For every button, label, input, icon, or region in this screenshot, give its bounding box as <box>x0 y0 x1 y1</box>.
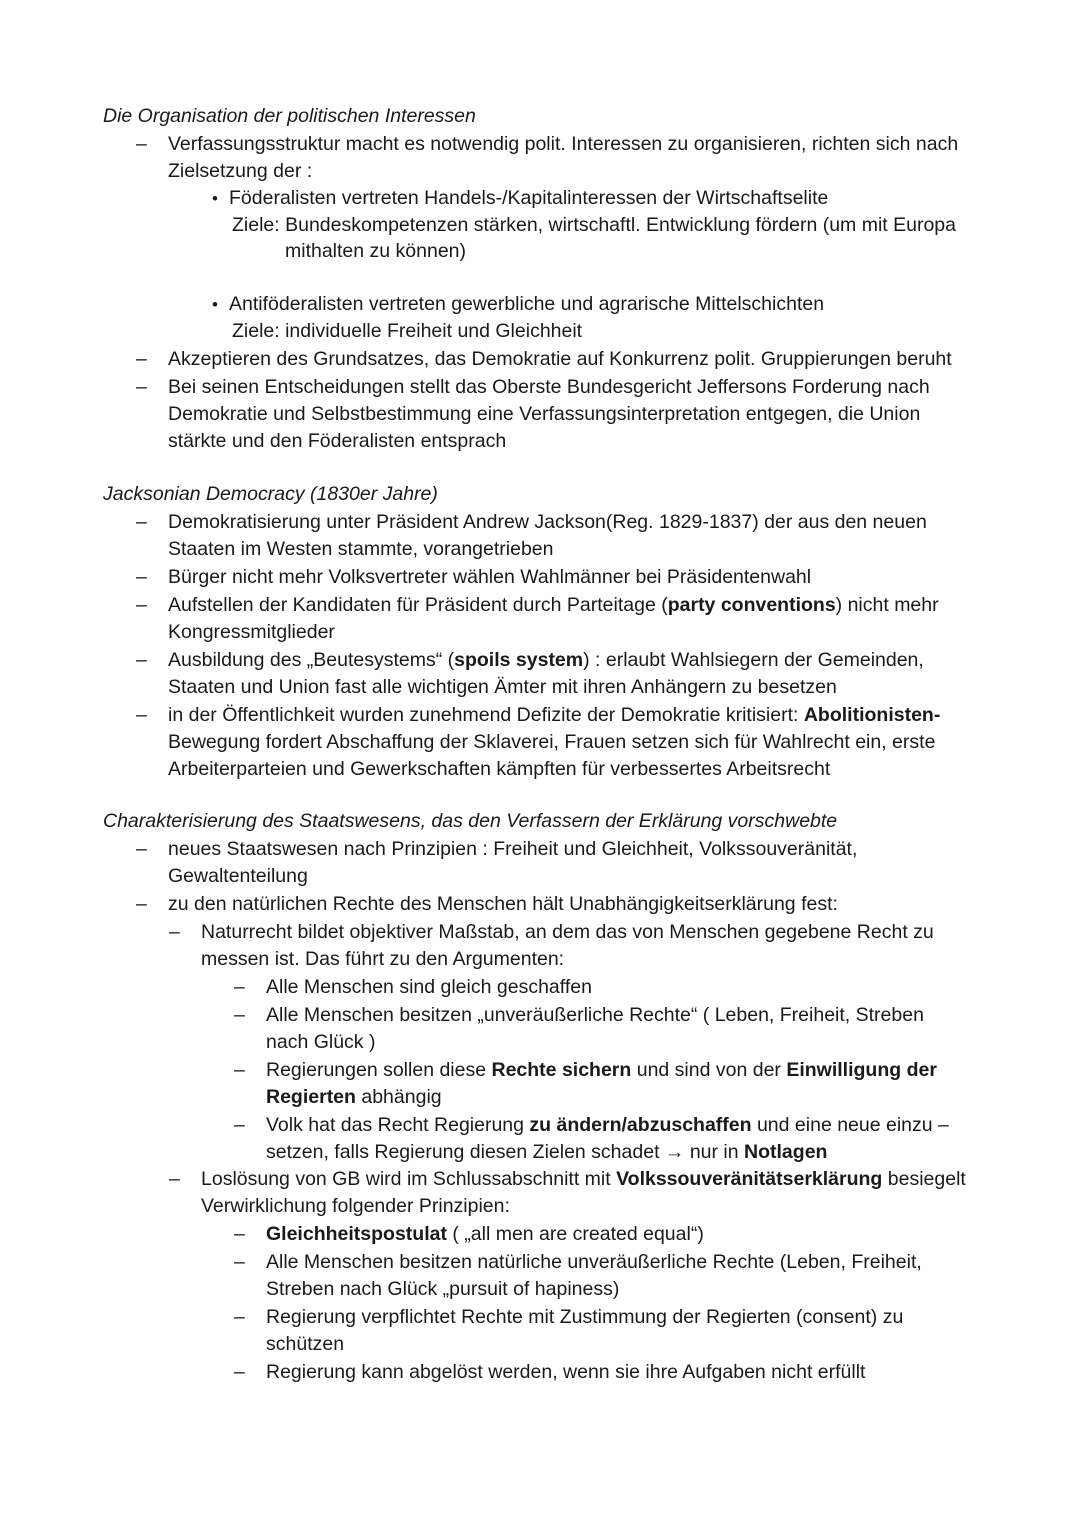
dash-icon: – <box>169 1168 180 1190</box>
dash-icon: – <box>234 1114 245 1136</box>
dash-icon: – <box>234 1251 245 1273</box>
text-fragment: Föderalisten vertreten Handels-/Kapitalinteressen der Wirtschaftselite <box>229 187 829 209</box>
list-item <box>136 346 998 373</box>
dash-icon: – <box>169 921 180 943</box>
list-item <box>136 564 968 591</box>
list-item-text <box>266 1359 966 1386</box>
text-fragment: Demokratisierung unter Präsident Andrew Jackson(Reg. 1829-1837) der aus den neuen Staaten im Westen stammte, vorangetrieben <box>168 511 927 560</box>
list-item-text <box>168 891 968 918</box>
text-fragment: Naturrecht bildet objektiver Maßstab, an dem das von Menschen gegebene Recht zu messen ist. Das führt zu den Argumenten: <box>201 921 934 970</box>
list-item-text <box>266 1057 956 1111</box>
list-item-text <box>229 185 989 212</box>
text-fragment: besiegelt Verwirklichung folgender Prinzipien: <box>201 1168 966 1217</box>
dash-icon: – <box>234 1306 245 1328</box>
text-fragment: ) nicht mehr Kongressmitglieder <box>168 594 939 643</box>
text-fragment: Alle Menschen sind gleich geschaffen <box>266 976 592 998</box>
list-item <box>234 1221 966 1248</box>
list-item <box>234 1304 946 1358</box>
list-item-text <box>232 318 992 345</box>
dash-icon: – <box>234 1004 245 1026</box>
list-item <box>212 291 989 318</box>
text-fragment: Bürger nicht mehr Volksvertreter wählen Wahlmänner bei Präsidentenwahl <box>168 566 812 588</box>
list-item <box>136 836 898 890</box>
list-item <box>136 374 968 455</box>
list-item-text <box>168 509 968 563</box>
list-item-text <box>168 346 998 373</box>
text-fragment: Loslösung von GB wird im Schlussabschnitt mit <box>201 1168 617 1190</box>
list-item <box>136 891 968 918</box>
list-item-text <box>266 1112 966 1166</box>
list-item-text <box>168 564 968 591</box>
dash-icon: – <box>234 976 245 998</box>
list-item-text <box>168 702 978 783</box>
bold-text: Rechte sichern <box>491 1059 632 1081</box>
dash-icon: – <box>136 133 147 155</box>
list-item-text <box>201 919 971 973</box>
list-item <box>232 318 992 345</box>
list-item <box>136 131 988 185</box>
bold-text: Notlagen <box>744 1141 828 1163</box>
text-fragment: Bei seinen Entscheidungen stellt das Oberste Bundesgericht Jeffersons Forderung nach Demokratie und Selbstbestimmung eine Verfassungsinterpretation entgegen, die Union stärkte und den Föderalisten entsprach <box>168 376 930 452</box>
text-fragment: neues Staatswesen nach Prinzipien : Freiheit und Gleichheit, Volkssouveränität, Gewaltenteilung <box>168 838 858 887</box>
dash-icon: – <box>136 376 147 398</box>
text-fragment: Ziele: Bundeskompetenzen stärken, wirtschaftl. Entwicklung fördern (um mit Europa <box>232 214 956 236</box>
bold-text: zu ändern/abzuschaffen <box>529 1114 752 1136</box>
bullet-icon: • <box>212 189 218 208</box>
dash-icon: – <box>234 1223 245 1245</box>
list-item-text <box>285 238 985 265</box>
list-item <box>234 1002 956 1056</box>
dash-icon: – <box>234 1059 245 1081</box>
text-fragment: Alle Menschen besitzen natürliche unveräußerliche Rechte (Leben, Freiheit, Streben nach Glück „pursuit of hapiness) <box>266 1251 922 1300</box>
bold-text: Volkssouveränitätserklärung <box>616 1168 883 1190</box>
dash-icon: – <box>136 594 147 616</box>
text-fragment: Akzeptieren des Grundsatzes, das Demokratie auf Konkurrenz polit. Gruppierungen beruht <box>168 348 952 370</box>
list-item <box>234 1359 966 1386</box>
bold-text: Einwilligung der Regierten <box>266 1059 937 1108</box>
list-item <box>169 1166 981 1220</box>
dash-icon: – <box>136 893 147 915</box>
text-fragment: Volk hat das Recht Regierung <box>266 1114 530 1136</box>
section-heading: Jacksonian Democracy (1830er Jahre) <box>103 483 438 505</box>
text-fragment: Antiföderalisten vertreten gewerbliche und agrarische Mittelschichten <box>229 293 825 315</box>
text-fragment: mithalten zu können) <box>285 240 467 262</box>
list-item-text <box>201 1166 981 1220</box>
bold-text: Abolitionisten- <box>803 704 941 726</box>
dash-icon: – <box>136 704 147 726</box>
text-fragment: Ausbildung des „Beutesystems“ ( <box>168 649 455 671</box>
list-item-text <box>168 836 898 890</box>
list-item-text <box>168 131 988 185</box>
text-fragment: Aufstellen der Kandidaten für Präsident durch Parteitage ( <box>168 594 668 616</box>
bullet-icon: • <box>212 295 218 314</box>
list-item <box>285 238 985 265</box>
list-item <box>136 702 978 783</box>
text-fragment: Bewegung fordert Abschaffung der Sklaverei, Frauen setzen sich für Wahlrecht ein, erste Arbeiterparteien und Gewerkschaften kämpften für verbessertes Arbeitsrecht <box>168 731 936 780</box>
text-fragment: Alle Menschen besitzen „unveräußerliche Rechte“ ( Leben, Freiheit, Streben nach Glück ) <box>266 1004 924 1053</box>
list-item-text <box>266 1221 966 1248</box>
text-fragment: zu den natürlichen Rechte des Menschen hält Unabhängigkeitserklärung fest: <box>168 893 838 915</box>
list-item <box>212 185 989 212</box>
dash-icon: – <box>136 566 147 588</box>
list-item-text <box>232 212 1022 239</box>
list-item <box>234 1112 966 1166</box>
text-fragment: abhängig <box>355 1086 442 1108</box>
list-item-text <box>168 647 958 701</box>
bold-text: party conventions <box>667 594 836 616</box>
list-item-text <box>229 291 989 318</box>
dash-icon: – <box>136 348 147 370</box>
section-heading: Die Organisation der politischen Interessen <box>103 105 476 127</box>
list-item-text <box>266 1304 946 1358</box>
list-item <box>136 647 958 701</box>
dash-icon: – <box>234 1361 245 1383</box>
list-item-text <box>266 1249 956 1303</box>
text-fragment: Verfassungsstruktur macht es notwendig polit. Interessen zu organisieren, richten sich nach Zielsetzung der : <box>168 133 959 182</box>
list-item-text <box>266 1002 956 1056</box>
text-fragment: ( „all men are created equal“) <box>446 1223 704 1245</box>
text-fragment: Regierungen sollen diese <box>266 1059 492 1081</box>
text-fragment: ) : erlaubt Wahlsiegern der Gemeinden, Staaten und Union fast alle wichtigen Ämter mit ihren Anhängern zu besetzen <box>168 649 924 698</box>
section-heading: Charakterisierung des Staatswesens, das den Verfassern der Erklärung vorschwebte <box>103 810 838 832</box>
list-item-text <box>266 974 966 1001</box>
bold-text: spoils system <box>454 649 584 671</box>
list-item <box>234 1249 956 1303</box>
dash-icon: – <box>136 511 147 533</box>
list-item <box>169 919 971 973</box>
list-item-text <box>168 592 968 646</box>
list-item <box>136 509 968 563</box>
list-item <box>232 212 1022 239</box>
text-fragment: und eine neue einzu – setzen, falls Regierung diesen Zielen schadet → nur in <box>266 1114 949 1163</box>
text-fragment: in der Öffentlichkeit wurden zunehmend Defizite der Demokratie kritisiert: <box>168 704 804 726</box>
list-item <box>234 974 966 1001</box>
text-fragment: Ziele: individuelle Freiheit und Gleichheit <box>232 320 583 342</box>
text-fragment: Regierung kann abgelöst werden, wenn sie ihre Aufgaben nicht erfüllt <box>266 1361 866 1383</box>
list-item <box>234 1057 956 1111</box>
text-fragment: Regierung verpflichtet Rechte mit Zustimmung der Regierten (consent) zu schützen <box>266 1306 904 1355</box>
dash-icon: – <box>136 838 147 860</box>
dash-icon: – <box>136 649 147 671</box>
list-item <box>136 592 968 646</box>
bold-text: Gleichheitspostulat <box>266 1223 447 1245</box>
text-fragment: und sind von der <box>631 1059 787 1081</box>
list-item-text <box>168 374 968 455</box>
